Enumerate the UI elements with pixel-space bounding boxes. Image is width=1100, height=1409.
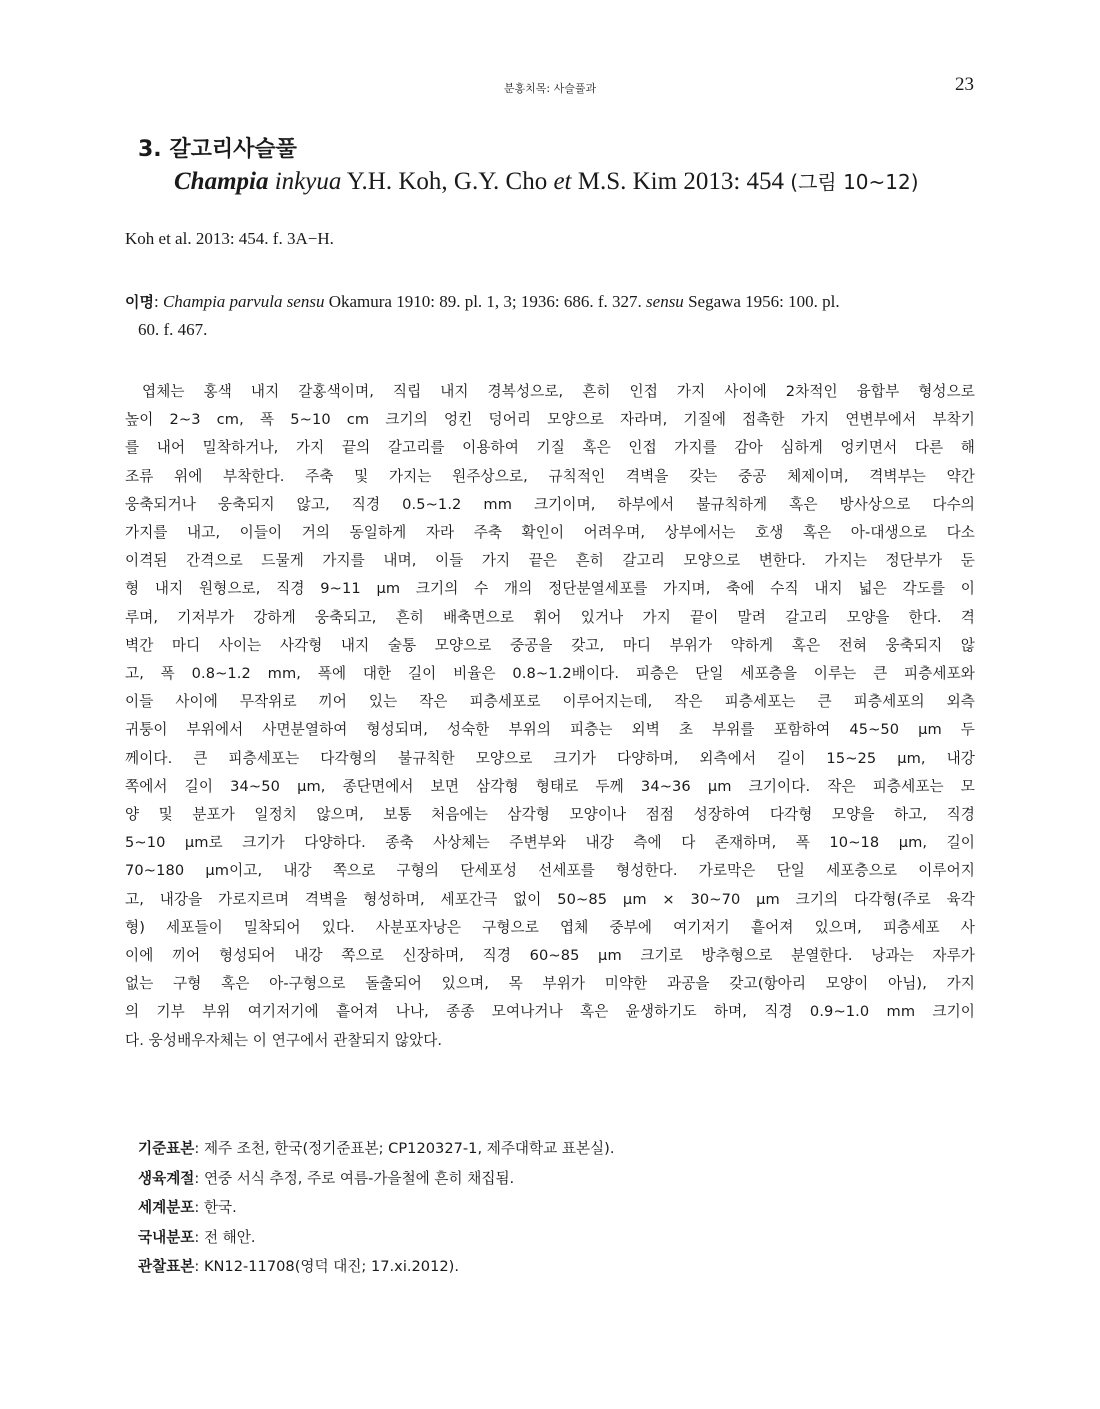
description-line: 가지를 내고, 이들이 거의 동일하게 자라 주축 확인이 어려우며, 상부에서는 호생 혹은 아-대생으로 다소 [125, 524, 975, 542]
page-number: 23 [955, 74, 974, 95]
description-line: 엽체는 홍색 내지 갈홍색이며, 직립 내지 경복성으로, 흔히 인접 가지 사이에 2차적인 융합부 형성으로 [142, 383, 975, 400]
species-korean-name: 3. 갈고리사슬풀 [138, 137, 297, 162]
running-header [0, 74, 1100, 98]
synonym-name: Champia parvula sensu [162, 292, 325, 311]
description-line: 를 내어 밀착하거나, 가지 끝의 갈고리를 이용하여 기질 혹은 인접 가지를 감아 심하게 엉키면서 다른 해 [125, 439, 975, 457]
description-paragraph [125, 378, 975, 1055]
synonym-block: 이명: Champia parvula sensu Okamura 1910: 89. pl. 1, 3; 1936: 686. f. 327. sensu Segawa 1956: 100. pl. 60. f. 467. [125, 288, 985, 344]
description-line: 다. 웅성배우자체는 이 연구에서 관찰되지 않았다. [125, 1031, 443, 1049]
description-line: 조류 위에 부착한다. 주축 및 가지는 원주상으로, 규칙적인 격벽을 갖는 중공 체제이며, 격벽부는 약간 [125, 467, 975, 485]
note-item [138, 1193, 978, 1223]
description-line: 고, 폭 0.8~1.2 mm, 폭에 대한 길이 비율은 0.8~1.2배이다. 피층은 단일 세포층을 이루는 큰 피층세포와 [125, 665, 975, 683]
genus-name: Champia [174, 168, 269, 195]
note-label: 관찰표본 [138, 1258, 195, 1275]
synonym-sensu: sensu [646, 292, 684, 311]
description-line: 쪽에서 길이 34~50 μm, 종단면에서 보면 삼각형 형태로 두께 34~36 μm 크기이다. 작은 피층세포는 모 [125, 777, 975, 795]
description-line: 형) 세포들이 밀착되어 있다. 사분포자낭은 구형으로 엽체 중부에 여기저기 흩어져 있으며, 피층세포 사 [125, 918, 975, 936]
description-line: 고, 내강을 가로지르며 격벽을 형성하며, 세포간극 없이 50~85 μm × 30~70 μm 크기의 다각형(주로 육각 [125, 890, 975, 908]
figure-reference: (그림 10~12) [790, 170, 919, 194]
species-heading [138, 134, 988, 198]
description-line: 루며, 기저부가 강하게 웅축되고, 흔히 배축면으로 휘어 있거나 가지 끝이 말려 갈고리 모양을 한다. 격 [125, 608, 975, 626]
authority-year: M.S. Kim 2013: 454 [571, 168, 791, 195]
description-line: 의 기부 부위 여기저기에 흩어져 나나, 종종 모여나거나 혹은 윤생하기도 하며, 직경 0.9~1.0 mm 크기이 [125, 1003, 975, 1021]
synonym-ref1: Okamura 1910: 89. pl. 1, 3; 1936: 686. f. 327. [324, 292, 647, 311]
synonym-label: 이명 [125, 293, 154, 311]
authority: Y.H. Koh, G.Y. Cho [341, 168, 554, 195]
note-text: : KN12-11708(영덕 대진; 17.xi.2012). [194, 1258, 459, 1275]
note-text: : 한국. [194, 1199, 237, 1216]
note-text: : 연중 서식 추정, 주로 여름-가을철에 흔히 채집됨. [194, 1169, 515, 1187]
description-line: 높이 2~3 cm, 폭 5~10 cm 크기의 엉킨 덩어리 모양으로 자라며, 기질에 접촉한 가지 연변부에서 부착기 [125, 411, 975, 429]
species-epithet: inkyua [274, 168, 342, 195]
description-line: 이격된 간격으로 드물게 가지를 내며, 이들 가지 끝은 흔히 갈고리 모양으로 변한다. 가지는 정단부가 둔 [125, 552, 975, 570]
specimen-notes [138, 1134, 978, 1282]
note-text: : 제주 조천, 한국(정기준표본; CP120327-1, 제주대학교 표본실). [194, 1140, 615, 1157]
description-line: 이에 끼어 형성되어 내강 쪽으로 신장하며, 직경 60~85 μm 크기로 방추형으로 분열한다. 낭과는 자루가 [125, 947, 975, 965]
description-line: 양 및 분포가 일정치 않으며, 보통 처음에는 삼각형 모양이나 점점 성장하여 다각형 모양을 하고, 직경 [125, 806, 975, 824]
description-line: 5~10 μm로 크기가 다양하다. 종축 사상체는 주변부와 내강 측에 다 존재하며, 폭 10~18 μm, 길이 [125, 834, 975, 852]
description-line: 귀퉁이 부위에서 사면분열하여 형성되며, 성숙한 부위의 피층는 외벽 초 부위를 포함하여 45~50 μm 두 [125, 721, 975, 739]
note-item [138, 1134, 978, 1164]
note-label: 세계분포 [138, 1199, 195, 1216]
description-line: 웅축되거나 웅축되지 않고, 직경 0.5~1.2 mm 크기이며, 하부에서 불규칙하게 혹은 방사상으로 다수의 [125, 495, 975, 513]
running-title: 분홍치목: 사슬풀과 [503, 82, 597, 95]
description-line: 이들 사이에 무작위로 끼어 있는 작은 피층세포로 이루어지는데, 작은 피층세포는 큰 피층세포의 외측 [125, 693, 975, 711]
description-line: 벽간 마디 사이는 사각형 내지 술통 모양으로 중공을 갖고, 마디 부위가 약하게 혹은 전혀 웅축되지 않 [125, 636, 975, 654]
authority-et: et [553, 168, 572, 195]
description-line: 없는 구형 혹은 아-구형으로 돌출되어 있으며, 목 부위가 미약한 과공을 갖고(항아리 모양이 아님), 가지 [125, 975, 975, 993]
note-text: : 전 해안. [194, 1228, 256, 1246]
species-scientific-name [138, 166, 988, 198]
note-label: 국내분포 [138, 1228, 195, 1246]
description-line: 70~180 μm이고, 내강 쪽으로 구형의 단세포성 선세포를 형성한다. 가로막은 단일 세포층으로 이루어지 [125, 862, 975, 880]
note-item [138, 1164, 978, 1194]
note-item [138, 1223, 978, 1253]
synonym-ref2: Segawa 1956: 100. pl. [683, 292, 840, 311]
note-label: 생육계절 [138, 1169, 195, 1187]
description-line: 형 내지 원형으로, 직경 9~11 μm 크기의 수 개의 정단분열세포를 가지며, 축에 수직 내지 넓은 각도를 이 [125, 580, 975, 598]
note-item [138, 1252, 978, 1282]
citation: Koh et al. 2013: 454. f. 3A−H. [125, 229, 334, 248]
synonym-ref3: 60. f. 467. [138, 320, 208, 339]
description-line: 께이다. 큰 피층세포는 다각형의 불규칙한 모양으로 크기가 다양하며, 외측에서 길이 15~25 μm, 내강 [125, 749, 975, 767]
note-label: 기준표본 [138, 1140, 195, 1157]
